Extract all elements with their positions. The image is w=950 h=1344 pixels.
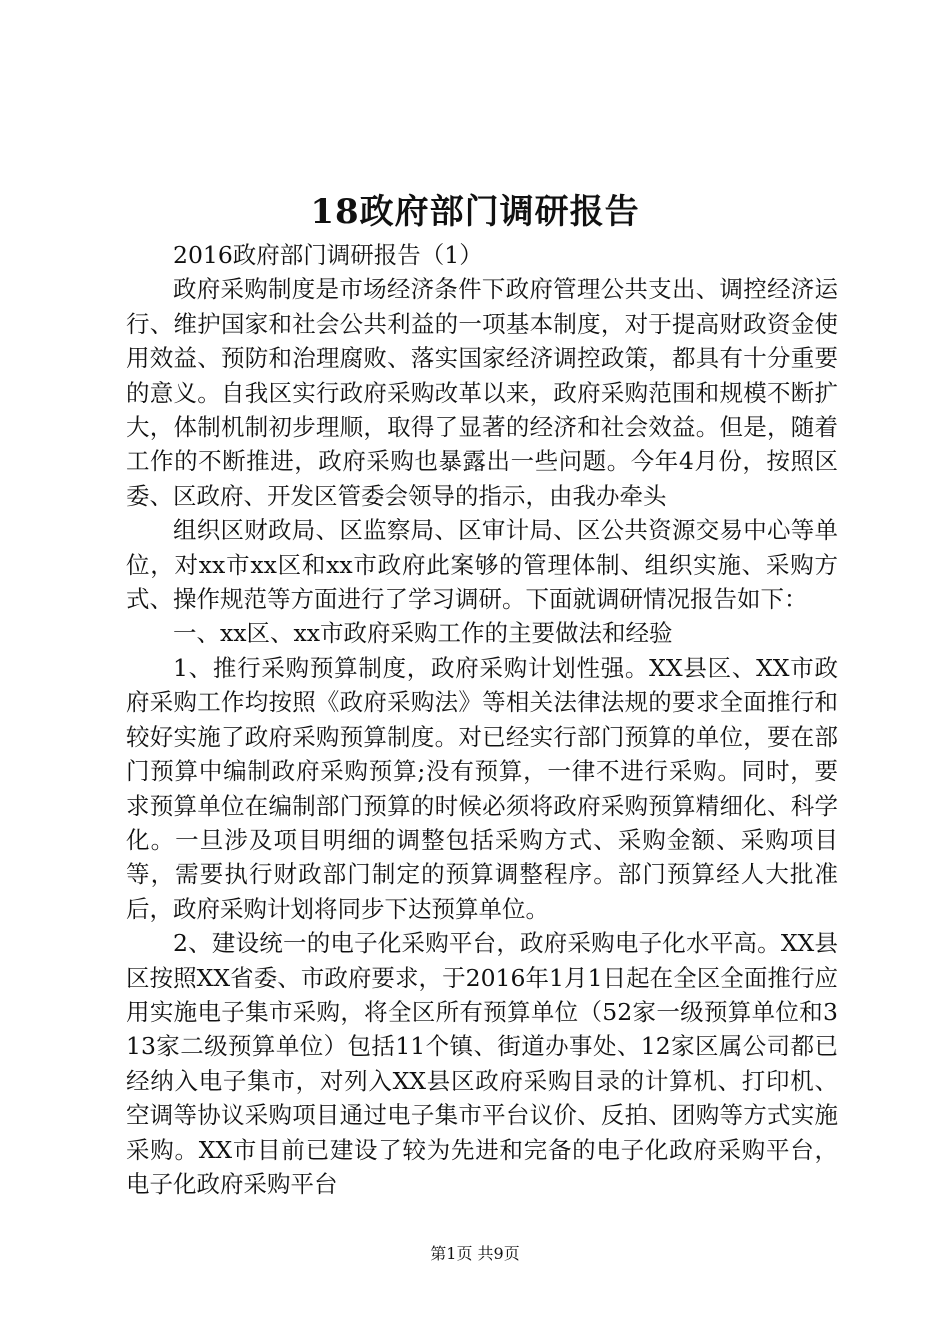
paragraph-intro: 政府采购制度是市场经济条件下政府管理公共支出、调控经济运行、维护国家和社会公共利益的一项基本制度，对于提高财政资金使用效益、预防和治理腐败、落实国家经济调控政策，都具有十分重要的意义。自我区实行政府采购改革以来，政府采购范围和规模不断扩大，体制机制初步理顺，取得了显著的经济和社会效益。但是，随着工作的不断推进，政府采购也暴露出一些问题。今年4月份，按照区委、区政府、开发区管委会领导的指示，由我办牵头 xyxy=(126,275,838,510)
document-body xyxy=(126,238,838,1201)
paragraph-subtitle: 2016政府部门调研报告（1） xyxy=(173,241,483,269)
paragraph-organization: 组织区财政局、区监察局、区审计局、区公共资源交易中心等单位，对xx市xx区和xx市政府此案够的管理体制、组织实施、采购方式、操作规范等方面进行了学习调研。下面就调研情况报告如下： xyxy=(126,516,838,614)
paragraph-budget: 1、推行采购预算制度，政府采购计划性强。XX县区、XX市政府采购工作均按照《政府采购法》等相关法律法规的要求全面推行和较好实施了政府采购预算制度。对已经实行部门预算的单位，要在部门预算中编制政府采购预算;没有预算，一律不进行采购。同时，要求预算单位在编制部门预算的时候必须将政府采购预算精细化、科学化。一旦涉及项目明细的调整包括采购方式、采购金额、采购项目等，需要执行财政部门制定的预算调整程序。部门预算经人大批准后，政府采购计划将同步下达预算单位。 xyxy=(126,653,838,923)
document-title: 18政府部门调研报告 xyxy=(310,192,640,232)
section-heading: 一、xx区、xx市政府采购工作的主要做法和经验 xyxy=(173,619,673,648)
paragraph-electronic-platform: 2、建设统一的电子化采购平台，政府采购电子化水平高。XX县区按照XX省委、市政府要求，于2016年1月1日起在全区全面推行应用实施电子集市采购，将全区所有预算单位（52家一级预算单位和313家二级预算单位）包括11个镇、街道办事处、12家区属公司都已经纳入电子集市，对列入XX县区政府采购目录的计算机、打印机、空调等协议采购项目通过电子集市平台议价、反拍、团购等方式实施采购。XX市目前已建设了较为先进和完备的电子化政府采购平台，电子化政府采购平台 xyxy=(126,929,838,1198)
page-footer: 第1页 共9页 xyxy=(430,1244,520,1263)
